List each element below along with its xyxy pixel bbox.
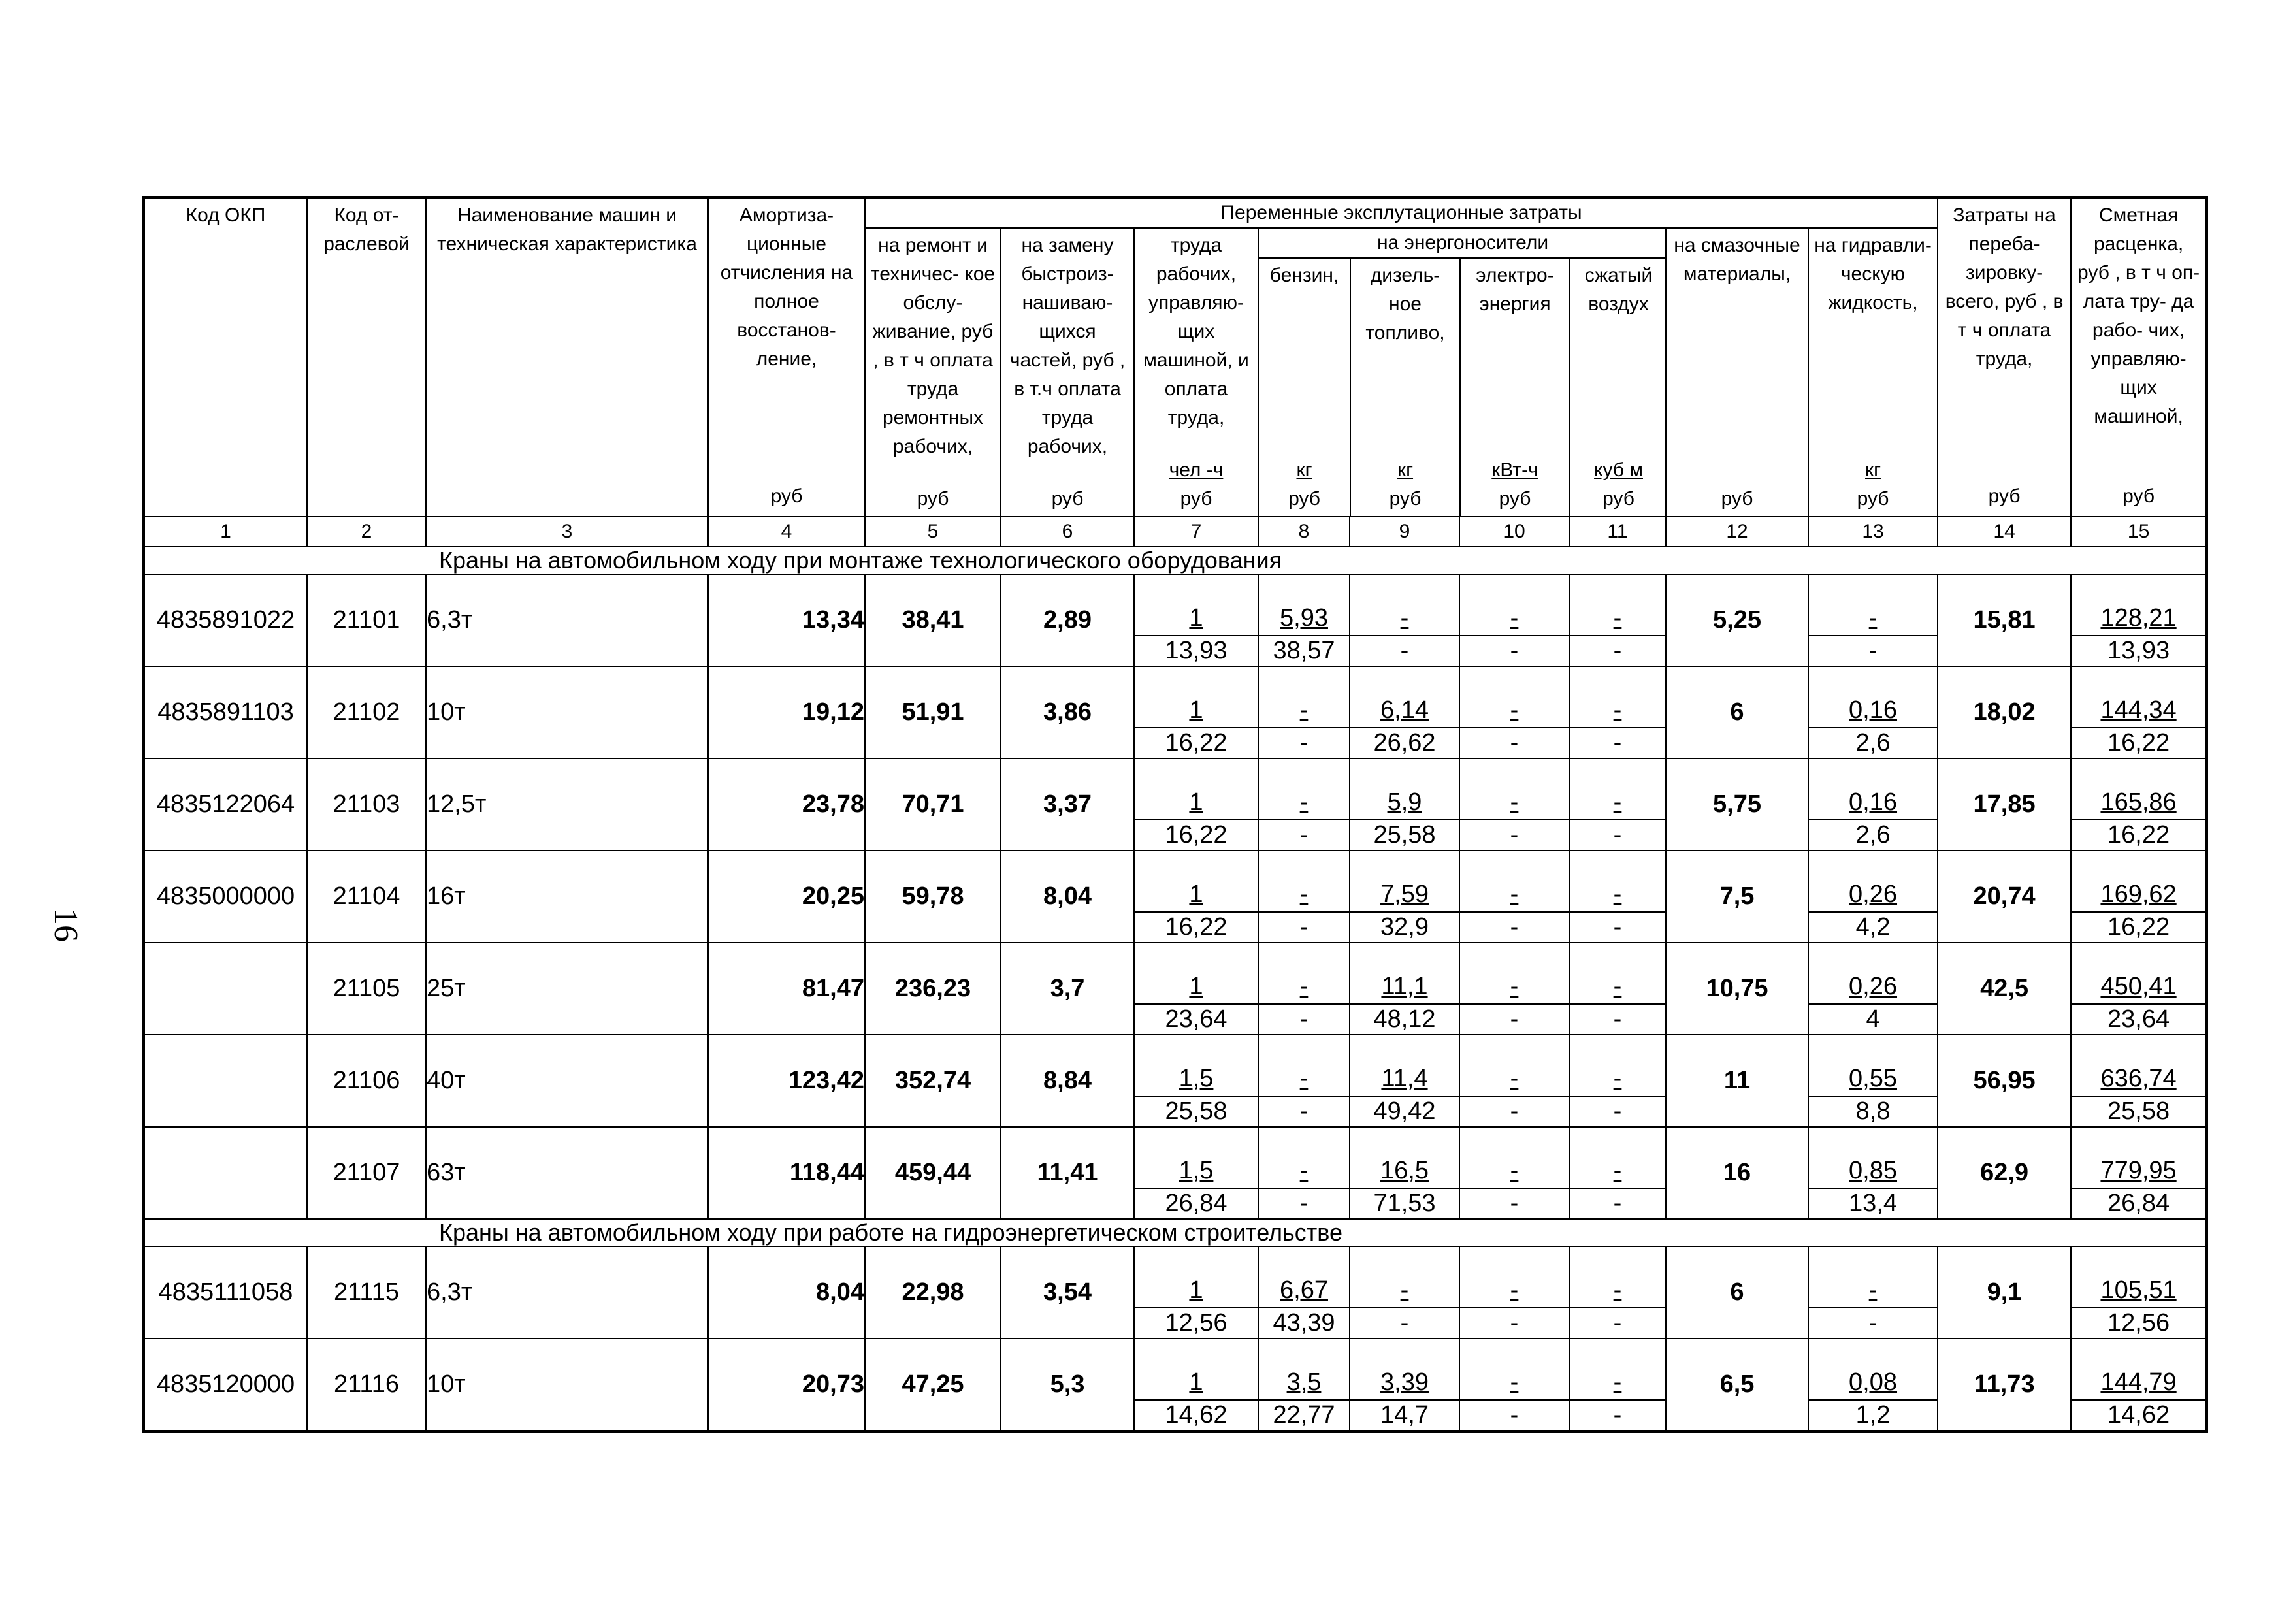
col-number: 2 [307,517,426,547]
hydraulic-fluid-cell: 0,16 2,6 [1808,666,1938,758]
compressed-air-cell: - - [1569,758,1666,851]
machine-name-cell: 10т [426,1339,708,1431]
col-number: 4 [708,517,865,547]
header-compressed-air: сжатый воздух куб м руб [1584,265,1653,510]
branch-code-cell: 21101 [307,574,426,666]
repair-cell: 70,71 [865,758,1001,851]
header-lubricants: на смазочные материалы, руб [1666,228,1808,517]
repair-cell: 352,74 [865,1035,1001,1127]
table-row [144,1246,2207,1339]
diesel-cell: - - [1350,574,1459,666]
hydraulic-fluid-cell: 0,26 4 [1808,943,1938,1035]
operator-labor-cell: 1 23,64 [1134,943,1258,1035]
diesel-cell: 11,1 48,12 [1350,943,1459,1035]
header-variable-costs: Переменные эксплутационные затраты [865,197,1938,228]
okp-code-cell: 4835122064 [144,758,307,851]
relocation-cell: 42,5 [1938,943,2071,1035]
petrol-cell: 6,67 43,39 [1258,1246,1350,1339]
operator-labor-cell: 1 14,62 [1134,1339,1258,1431]
col-number: 10 [1459,517,1569,547]
electricity-cell: - - [1459,574,1569,666]
petrol-cell: - - [1258,943,1350,1035]
header-operator-labor: труда рабочих, управляю- щих машиной, и оплата труда, чел -ч руб [1134,228,1258,517]
header-diesel: дизель- ное топливо, кг руб [1350,258,1460,516]
diesel-cell: 7,59 32,9 [1350,851,1459,943]
okp-code-cell [144,1127,307,1219]
electricity-cell: - - [1459,1035,1569,1127]
branch-code-cell: 21102 [307,666,426,758]
machine-name-cell: 12,5т [426,758,708,851]
header-branch-code: Код от- раслевой [307,197,426,517]
relocation-cell: 9,1 [1938,1246,2071,1339]
electricity-cell: - - [1459,1246,1569,1339]
petrol-cell: - - [1258,851,1350,943]
lubricants-cell: 6,5 [1666,1339,1808,1431]
operator-labor-cell: 1 13,93 [1134,574,1258,666]
depreciation-cell: 118,44 [708,1127,865,1219]
col-number: 5 [865,517,1001,547]
hydraulic-fluid-cell: 0,16 2,6 [1808,758,1938,851]
branch-code-cell: 21116 [307,1339,426,1431]
okp-code-cell: 4835891103 [144,666,307,758]
operator-labor-cell: 1,5 25,58 [1134,1035,1258,1127]
petrol-cell: 5,93 38,57 [1258,574,1350,666]
lubricants-cell: 16 [1666,1127,1808,1219]
col-number: 9 [1350,517,1459,547]
lubricants-cell: 7,5 [1666,851,1808,943]
diesel-cell: 16,5 71,53 [1350,1127,1459,1219]
col-number: 11 [1569,517,1666,547]
estimate-rate-cell: 128,21 13,93 [2071,574,2207,666]
compressed-air-cell: - - [1569,943,1666,1035]
parts-cell: 8,84 [1001,1035,1134,1127]
branch-code-cell: 21106 [307,1035,426,1127]
hydraulic-fluid-cell: - - [1808,1246,1938,1339]
lubricants-cell: 6 [1666,666,1808,758]
okp-code-cell: 4835000000 [144,851,307,943]
header-machine-name: Наименование машин и техническая характеристика [426,197,708,517]
diesel-cell: - - [1350,1246,1459,1339]
header-energy: на энергоносители [1259,229,1667,258]
parts-cell: 5,3 [1001,1339,1134,1431]
petrol-cell: - - [1258,666,1350,758]
hydraulic-fluid-cell: 0,08 1,2 [1808,1339,1938,1431]
lubricants-cell: 5,25 [1666,574,1808,666]
okp-code-cell [144,943,307,1035]
depreciation-cell: 20,73 [708,1339,865,1431]
repair-cell: 236,23 [865,943,1001,1035]
machine-name-cell: 16т [426,851,708,943]
depreciation-cell: 20,25 [708,851,865,943]
branch-code-cell: 21103 [307,758,426,851]
cost-norms-table [142,196,2208,1433]
header-electricity: электро- энергия кВт-ч руб [1460,258,1570,516]
relocation-cell: 62,9 [1938,1127,2071,1219]
machine-name-cell: 6,3т [426,574,708,666]
repair-cell: 59,78 [865,851,1001,943]
branch-code-cell: 21115 [307,1246,426,1339]
repair-cell: 47,25 [865,1339,1001,1431]
section-title: Краны на автомобильном ходу при работе на гидроэнергетическом строительстве [144,1219,2207,1246]
estimate-rate-cell: 169,62 16,22 [2071,851,2207,943]
col-number: 15 [2071,517,2207,547]
okp-code-cell [144,1035,307,1127]
petrol-cell: 3,5 22,77 [1258,1339,1350,1431]
branch-code-cell: 21105 [307,943,426,1035]
header-relocation-costs: Затраты на переба- зировку- всего, руб , в т ч оплата труда, руб [1938,197,2071,517]
col-number: 14 [1938,517,2071,547]
header-repair: на ремонт и техничес- кое обслу- живание, руб , в т ч оплата труда ремонтных рабочих, руб [865,228,1001,517]
operator-labor-cell: 1 16,22 [1134,851,1258,943]
parts-cell: 3,37 [1001,758,1134,851]
estimate-rate-cell: 144,79 14,62 [2071,1339,2207,1431]
electricity-cell: - - [1459,851,1569,943]
relocation-cell: 17,85 [1938,758,2071,851]
repair-cell: 51,91 [865,666,1001,758]
diesel-cell: 11,4 49,42 [1350,1035,1459,1127]
table-row [144,1339,2207,1431]
repair-cell: 22,98 [865,1246,1001,1339]
repair-cell: 459,44 [865,1127,1001,1219]
parts-cell: 3,54 [1001,1246,1134,1339]
diesel-cell: 6,14 26,62 [1350,666,1459,758]
page-number: 16 [47,908,84,942]
relocation-cell: 56,95 [1938,1035,2071,1127]
estimate-rate-cell: 450,41 23,64 [2071,943,2207,1035]
lubricants-cell: 10,75 [1666,943,1808,1035]
relocation-cell: 20,74 [1938,851,2071,943]
table-row [144,574,2207,666]
petrol-cell: - - [1258,758,1350,851]
petrol-cell: - - [1258,1035,1350,1127]
okp-code-cell: 4835891022 [144,574,307,666]
relocation-cell: 15,81 [1938,574,2071,666]
diesel-cell: 5,9 25,58 [1350,758,1459,851]
table-row [144,943,2207,1035]
col-number: 3 [426,517,708,547]
electricity-cell: - - [1459,1339,1569,1431]
electricity-cell: - - [1459,666,1569,758]
operator-labor-cell: 1,5 26,84 [1134,1127,1258,1219]
depreciation-cell: 13,34 [708,574,865,666]
branch-code-cell: 21107 [307,1127,426,1219]
header-energy-group [1258,228,1666,517]
header-petrol: бензин, кг руб [1259,258,1350,516]
col-number: 8 [1258,517,1350,547]
table-row [144,666,2207,758]
compressed-air-cell: - - [1569,574,1666,666]
parts-cell: 3,7 [1001,943,1134,1035]
depreciation-cell: 19,12 [708,666,865,758]
electricity-cell: - - [1459,1127,1569,1219]
compressed-air-cell: - - [1569,666,1666,758]
parts-cell: 3,86 [1001,666,1134,758]
table-row [144,1127,2207,1219]
compressed-air-cell: - - [1569,1339,1666,1431]
header-estimate-rate: Сметная расценка, руб , в т ч оп- лата тру- да рабо- чих, управляю- щих машиной, руб [2071,197,2207,517]
col-number: 7 [1134,517,1258,547]
petrol-cell: - - [1258,1127,1350,1219]
header-okp-code: Код ОКП [144,197,307,517]
hydraulic-fluid-cell: 0,26 4,2 [1808,851,1938,943]
lubricants-cell: 6 [1666,1246,1808,1339]
relocation-cell: 11,73 [1938,1339,2071,1431]
estimate-rate-cell: 779,95 26,84 [2071,1127,2207,1219]
compressed-air-cell: - - [1569,1127,1666,1219]
parts-cell: 2,89 [1001,574,1134,666]
compressed-air-cell: - - [1569,1035,1666,1127]
col-number: 6 [1001,517,1134,547]
estimate-rate-cell: 144,34 16,22 [2071,666,2207,758]
operator-labor-cell: 1 16,22 [1134,666,1258,758]
compressed-air-cell: - - [1569,851,1666,943]
relocation-cell: 18,02 [1938,666,2071,758]
machine-name-cell: 40т [426,1035,708,1127]
parts-cell: 8,04 [1001,851,1134,943]
table-row [144,851,2207,943]
depreciation-cell: 23,78 [708,758,865,851]
header-parts-replacement: на замену быстроиз- нашиваю- щихся частей, руб , в т.ч оплата труда рабочих, руб [1001,228,1134,517]
header-depreciation: Амортиза- ционные отчисления на полное восстанов- ление, руб [708,197,865,517]
section-title: Краны на автомобильном ходу при монтаже технологического оборудования [144,547,2207,574]
depreciation-cell: 123,42 [708,1035,865,1127]
branch-code-cell: 21104 [307,851,426,943]
diesel-cell: 3,39 14,7 [1350,1339,1459,1431]
col-number: 1 [144,517,307,547]
section-header-row [144,547,2207,574]
depreciation-cell: 8,04 [708,1246,865,1339]
section-header-row [144,1219,2207,1246]
col-number: 13 [1808,517,1938,547]
hydraulic-fluid-cell: 0,55 8,8 [1808,1035,1938,1127]
hydraulic-fluid-cell: - - [1808,574,1938,666]
machine-name-cell: 10т [426,666,708,758]
depreciation-cell: 81,47 [708,943,865,1035]
compressed-air-cell: - - [1569,1246,1666,1339]
okp-code-cell: 4835120000 [144,1339,307,1431]
table-row [144,758,2207,851]
lubricants-cell: 11 [1666,1035,1808,1127]
hydraulic-fluid-cell: 0,85 13,4 [1808,1127,1938,1219]
col-number: 12 [1666,517,1808,547]
machine-name-cell: 6,3т [426,1246,708,1339]
okp-code-cell: 4835111058 [144,1246,307,1339]
parts-cell: 11,41 [1001,1127,1134,1219]
operator-labor-cell: 1 12,56 [1134,1246,1258,1339]
electricity-cell: - - [1459,758,1569,851]
repair-cell: 38,41 [865,574,1001,666]
machine-name-cell: 25т [426,943,708,1035]
header-hydraulic-fluid: на гидравли- ческую жидкость, кг руб [1808,228,1938,517]
electricity-cell: - - [1459,943,1569,1035]
machine-name-cell: 63т [426,1127,708,1219]
estimate-rate-cell: 105,51 12,56 [2071,1246,2207,1339]
table-row [144,1035,2207,1127]
estimate-rate-cell: 165,86 16,22 [2071,758,2207,851]
lubricants-cell: 5,75 [1666,758,1808,851]
operator-labor-cell: 1 16,22 [1134,758,1258,851]
column-number-row [144,517,2207,547]
estimate-rate-cell: 636,74 25,58 [2071,1035,2207,1127]
